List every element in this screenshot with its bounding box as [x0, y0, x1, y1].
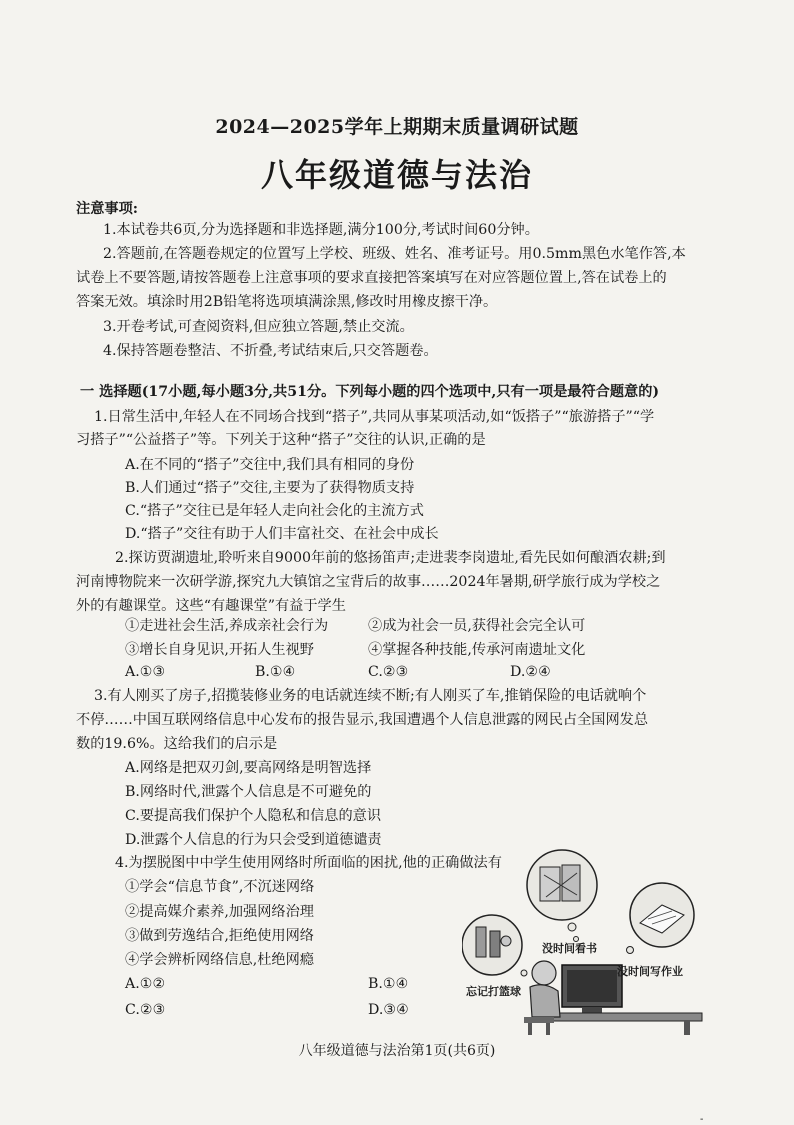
label-no-time-homework: 没时间写作业 — [617, 965, 683, 978]
question-3-option: D.泄露个人信息的行为只会受到道德谴责 — [125, 832, 382, 848]
question-1-stem: 1.日常生活中,年轻人在不同场合找到“搭子”,共同从事某项活动,如“饭搭子”“旅游搭子”“学 — [94, 409, 655, 425]
question-4-statement: ④学会辨析网络信息,杜绝网瘾 — [125, 952, 314, 968]
question-2-statement: ④掌握各种技能,传承河南遗址文化 — [368, 642, 586, 658]
question-1-option: C.“搭子”交往已是年轻人走向社会化的主流方式 — [125, 503, 424, 519]
question-2-statement: ③增长自身见识,开拓人生视野 — [125, 642, 314, 658]
question-4-option: D.③④ — [368, 1002, 409, 1018]
question-4-statement: ①学会“信息节食”,不沉迷网络 — [125, 879, 315, 895]
question-3-option: C.要提高我们保护个人隐私和信息的意识 — [125, 808, 382, 824]
page-mark: - — [700, 1114, 704, 1125]
label-forgot-basketball: 忘记打篮球 — [466, 985, 521, 998]
notice-item: 1.本试卷共6页,分为选择题和非选择题,满分100分,考试时间60分钟。 — [103, 222, 539, 238]
question-1-option: D.“搭子”交往有助于人们丰富社交、在社会中成长 — [125, 526, 439, 542]
question-4-stem: 4.为摆脱图中中学生使用网络时所面临的困扰,他的正确做法有 — [115, 855, 502, 871]
question-3-stem: 3.有人刚买了房子,招揽装修业务的电话就连续不断;有人刚买了车,推销保险的电话就响个 — [94, 688, 647, 704]
notice-item: 答案无效。填涂时用2B铅笔将选项填满涂黑,修改时用橡皮擦干净。 — [76, 294, 498, 310]
question-3-option: A.网络是把双刃剑,要高网络是明智选择 — [125, 760, 372, 776]
notice-heading: 注意事项: — [76, 201, 138, 217]
question-2-statement: ②成为社会一员,获得社会完全认可 — [368, 618, 586, 634]
question-3-stem: 不停……中国互联网络信息中心发布的报告显示,我国遭遇个人信息泄露的网民占全国网发总 — [76, 712, 649, 728]
exam-title: 2024—2025学年上期期末质量调研试题 — [215, 116, 579, 138]
notice-item: 试卷上不要答题,请按答题卷上注意事项的要求直接把答案填写在对应答题位置上,答在试卷上的 — [76, 270, 667, 286]
question-2-option: D.②④ — [510, 664, 551, 680]
question-4-statement: ③做到劳逸结合,拒绝使用网络 — [125, 928, 314, 944]
question-3-option: B.网络时代,泄露个人信息是不可避免的 — [125, 784, 372, 800]
question-2-stem: 河南博物院来一次研学游,探究九大镇馆之宝背后的故事……2024年暑期,研学旅行成为学校之 — [76, 574, 661, 590]
notice-item: 3.开卷考试,可查阅资料,但应独立答题,禁止交流。 — [103, 319, 414, 335]
question-2-option: C.②③ — [368, 664, 409, 680]
question-2-statement: ①走进社会生活,养成亲社会行为 — [125, 618, 329, 634]
section-heading: 一 选择题(17小题,每小题3分,共51分。下列每小题的四个选项中,只有一项是最符合题意的) — [80, 384, 660, 400]
question-4-option: B.①④ — [368, 976, 409, 992]
question-4-statement: ②提高媒介素养,加强网络治理 — [125, 904, 314, 920]
label-no-time-reading: 没时间看书 — [542, 942, 597, 955]
notice-item: 4.保持答题卷整洁、不折叠,考试结束后,只交答题卷。 — [103, 343, 438, 359]
question-4-option: A.①② — [125, 976, 166, 992]
subject-title: 八年级道德与法治 — [260, 156, 533, 194]
question-3-stem: 数的19.6%。这给我们的启示是 — [76, 736, 278, 752]
question-4-option: C.②③ — [125, 1002, 166, 1018]
notice-item: 2.答题前,在答题卷规定的位置写上学校、班级、姓名、准考证号。用0.5mm黑色水笔作答,本 — [103, 246, 686, 262]
question-1-option: A.在不同的“搭子”交往中,我们具有相同的身份 — [125, 457, 415, 473]
student-internet-illustration — [462, 845, 712, 1035]
question-1-stem: 习搭子”“公益搭子”等。下列关于这种“搭子”交往的认识,正确的是 — [76, 432, 486, 448]
question-2-stem: 外的有趣课堂。这些“有趣课堂”有益于学生 — [76, 598, 346, 614]
question-2-option: A.①③ — [125, 664, 166, 680]
question-2-stem: 2.探访贾湖遗址,聆听来自9000年前的悠扬笛声;走进裴李岗遗址,看先民如何酿酒农耕;到 — [115, 550, 666, 566]
page-footer: 八年级道德与法治第1页(共6页) — [298, 1043, 496, 1059]
question-1-option: B.人们通过“搭子”交往,主要为了获得物质支持 — [125, 480, 415, 496]
question-2-option: B.①④ — [255, 664, 296, 680]
